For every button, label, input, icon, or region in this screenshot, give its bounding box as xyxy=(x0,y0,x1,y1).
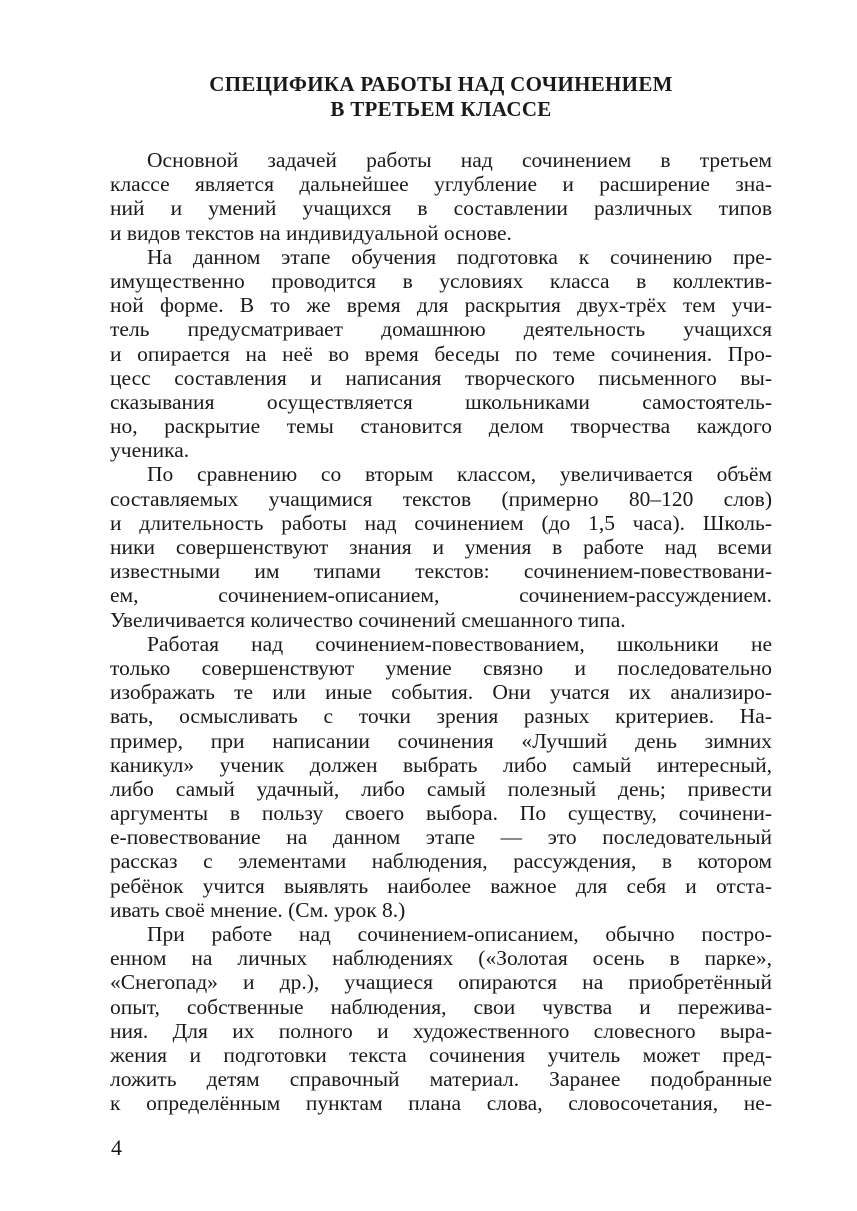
text-line: цесс составления и написания творческого письменного вы- xyxy=(110,365,772,390)
text-line: пример, при написании сочинения «Лучший день зимних xyxy=(110,728,772,753)
text-line: жения и подготовки текста сочинения учитель может пред- xyxy=(110,1042,772,1067)
text-line: е-повествование на данном этапе — это последовательный xyxy=(110,825,772,850)
paragraph xyxy=(110,922,772,1116)
title-line: СПЕЦИФИКА РАБОТЫ НАД СОЧИНЕНИЕМ xyxy=(209,72,673,96)
text-line: ной форме. В то же время для раскрытия двух-трёх тем учи- xyxy=(110,293,772,318)
paragraph xyxy=(110,148,772,245)
section-title xyxy=(110,72,772,122)
text-line: «Снегопад» и др.), учащиеся опираются на приобретённый xyxy=(110,970,772,995)
paragraph xyxy=(110,462,772,631)
text-line: ний и умений учащихся в составлении различных типов xyxy=(110,196,772,221)
text-line: При работе над сочинением-описанием, обычно постро- xyxy=(147,922,772,946)
text-line: опыт, собственные наблюдения, свои чувства и пережива- xyxy=(110,994,772,1019)
text-line: составляемых учащимися текстов (примерно 80–120 слов) xyxy=(110,486,772,511)
text-line: Увеличивается количество сочинений смешанного типа. xyxy=(110,607,626,632)
title-line: В ТРЕТЬЕМ КЛАССЕ xyxy=(330,97,552,121)
text-line: и опирается на неё во время беседы по теме сочинения. Про- xyxy=(110,341,772,366)
text-line: сказывания осуществляется школьниками самостоятель- xyxy=(110,389,772,414)
text-line: к определённым пунктам плана слова, словосочетания, не- xyxy=(110,1091,772,1116)
text-line: но, раскрытие темы становится делом творчества каждого xyxy=(110,414,772,439)
text-line: енном на личных наблюдениях («Золотая осень в парке», xyxy=(110,946,772,971)
paragraph xyxy=(110,632,772,922)
text-line: либо самый удачный, либо самый полезный день; привести xyxy=(110,776,772,801)
text-line: и видов текстов на индивидуальной основе. xyxy=(110,220,512,245)
text-line: По сравнению со вторым классом, увеличивается объём xyxy=(147,462,772,487)
text-line: ивать своё мнение. (См. урок 8.) xyxy=(110,897,406,922)
text-line: рассказ с элементами наблюдения, рассуждения, в котором xyxy=(110,849,772,874)
text-line: тель предусматривает домашнюю деятельность учащихся xyxy=(110,317,772,342)
text-line: классе является дальнейшее углубление и расширение зна- xyxy=(110,172,772,197)
text-line: ем, сочинением-описанием, сочинением-рассуждением. xyxy=(110,583,772,608)
text-line: и длительность работы над сочинением (до 1,5 часа). Школь- xyxy=(110,510,772,535)
text-line: изображать те или иные события. Они учатся их анализиро- xyxy=(110,680,772,705)
text-line: имущественно проводится в условиях класса в коллектив- xyxy=(110,268,772,293)
page-number: 4 xyxy=(111,1135,122,1160)
text-line: ники совершенствуют знания и умения в работе над всеми xyxy=(110,535,772,559)
text-line: Работая над сочинением-повествованием, школьники не xyxy=(147,631,772,656)
text-line: только совершенствуют умение связно и последовательно xyxy=(110,655,772,680)
text-line: аргументы в пользу своего выбора. По существу, сочинени- xyxy=(110,801,772,826)
text-line: ребёнок учится выявлять наиболее важное для себя и отста- xyxy=(110,873,772,898)
text-line: известными им типами текстов: сочинением-повествовани- xyxy=(110,559,772,584)
text-line: ложить детям справочный материал. Заранее подобранные xyxy=(110,1067,772,1092)
text-line: Основной задачей работы над сочинением в третьем xyxy=(147,148,772,172)
body-text xyxy=(110,148,772,1116)
text-line: ученика. xyxy=(110,438,190,463)
text-line: ния. Для их полного и художественного словесного выра- xyxy=(110,1018,772,1043)
text-line: вать, осмысливать с точки зрения разных критериев. На- xyxy=(110,704,772,729)
text-line: На данном этапе обучения подготовка к сочинению пре- xyxy=(147,244,772,269)
paragraph xyxy=(110,245,772,463)
text-line: каникул» ученик должен выбрать либо самый интересный, xyxy=(110,752,772,777)
